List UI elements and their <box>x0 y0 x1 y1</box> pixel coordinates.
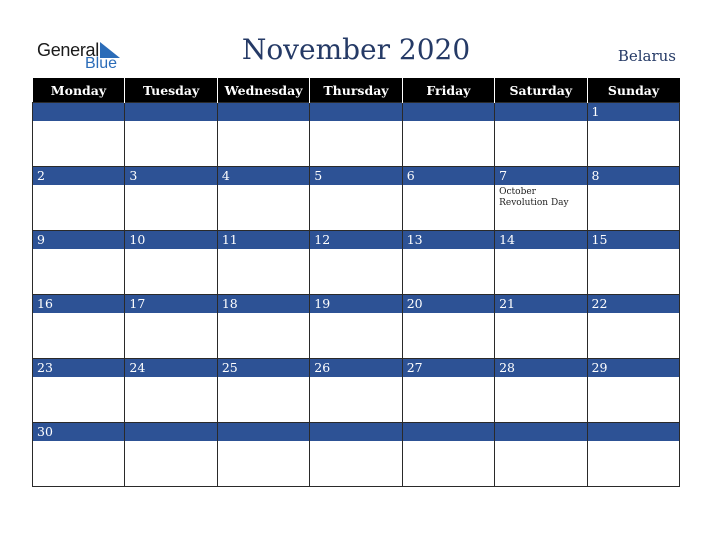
calendar-day-cell[interactable] <box>217 423 309 487</box>
calendar-day-cell[interactable] <box>495 103 587 167</box>
calendar-day-cell[interactable] <box>310 103 402 167</box>
calendar-day-cell[interactable] <box>402 359 494 423</box>
calendar-day-cell[interactable] <box>587 295 679 359</box>
calendar-day-cell[interactable] <box>125 295 217 359</box>
calendar-day-cell[interactable] <box>125 103 217 167</box>
calendar-grid <box>32 78 680 487</box>
weekday-header-row <box>33 78 680 103</box>
day-number: 17 <box>125 295 216 313</box>
calendar-day-cell[interactable] <box>125 231 217 295</box>
day-number: 28 <box>495 359 586 377</box>
day-number: 13 <box>403 231 494 249</box>
day-number <box>403 103 494 121</box>
calendar-day-cell[interactable] <box>587 231 679 295</box>
weekday-friday: Friday <box>402 78 494 103</box>
day-number: 25 <box>218 359 309 377</box>
day-number: 27 <box>403 359 494 377</box>
weekday-monday: Monday <box>33 78 125 103</box>
calendar-day-cell[interactable] <box>125 167 217 231</box>
day-number: 10 <box>125 231 216 249</box>
calendar-day-cell[interactable] <box>495 231 587 295</box>
calendar-day-cell[interactable] <box>587 423 679 487</box>
calendar-week-row <box>33 359 680 423</box>
day-number <box>310 103 401 121</box>
day-number: 7 <box>495 167 586 185</box>
calendar-day-cell[interactable] <box>587 359 679 423</box>
day-number: 21 <box>495 295 586 313</box>
calendar-day-cell[interactable] <box>310 231 402 295</box>
calendar-day-cell[interactable] <box>310 359 402 423</box>
calendar-body <box>33 103 680 487</box>
day-number: 4 <box>218 167 309 185</box>
calendar-day-cell[interactable] <box>310 423 402 487</box>
day-number: 11 <box>218 231 309 249</box>
weekday-saturday: Saturday <box>495 78 587 103</box>
weekday-tuesday: Tuesday <box>125 78 217 103</box>
calendar-day-cell[interactable] <box>33 103 125 167</box>
calendar-week-row <box>33 295 680 359</box>
day-number: 12 <box>310 231 401 249</box>
calendar-day-cell[interactable] <box>587 103 679 167</box>
day-number: 26 <box>310 359 401 377</box>
day-number: 1 <box>588 103 679 121</box>
calendar-day-cell[interactable] <box>402 167 494 231</box>
day-number: 6 <box>403 167 494 185</box>
day-number <box>310 423 401 441</box>
day-number: 22 <box>588 295 679 313</box>
calendar-day-cell[interactable] <box>217 359 309 423</box>
day-number: 20 <box>403 295 494 313</box>
calendar-day-cell[interactable] <box>33 359 125 423</box>
day-number: 24 <box>125 359 216 377</box>
day-number: 9 <box>33 231 124 249</box>
calendar-day-cell[interactable] <box>217 103 309 167</box>
day-number <box>403 423 494 441</box>
calendar-day-cell[interactable] <box>495 423 587 487</box>
calendar-week-row <box>33 423 680 487</box>
calendar-day-cell[interactable] <box>33 167 125 231</box>
day-number: 2 <box>33 167 124 185</box>
weekday-wednesday: Wednesday <box>217 78 309 103</box>
calendar-day-cell[interactable] <box>402 231 494 295</box>
day-number <box>588 423 679 441</box>
day-number <box>125 103 216 121</box>
calendar-day-cell[interactable] <box>402 423 494 487</box>
calendar-day-cell[interactable] <box>495 295 587 359</box>
country-label: Belarus <box>617 47 676 65</box>
day-number: 15 <box>588 231 679 249</box>
calendar-week-row <box>33 103 680 167</box>
page-title: November 2020 <box>241 33 471 66</box>
day-number: 23 <box>33 359 124 377</box>
day-number <box>495 103 586 121</box>
calendar-day-cell[interactable] <box>587 167 679 231</box>
calendar-day-cell[interactable] <box>125 359 217 423</box>
calendar-day-cell[interactable] <box>402 295 494 359</box>
logo-blue-text: Blue <box>85 55 118 72</box>
calendar-day-cell[interactable] <box>217 167 309 231</box>
calendar-day-cell[interactable] <box>33 231 125 295</box>
day-number: 14 <box>495 231 586 249</box>
weekday-thursday: Thursday <box>310 78 402 103</box>
day-number: 19 <box>310 295 401 313</box>
day-number: 30 <box>33 423 124 441</box>
day-number <box>125 423 216 441</box>
day-number <box>218 423 309 441</box>
calendar-day-cell[interactable] <box>125 423 217 487</box>
calendar-day-cell[interactable] <box>217 295 309 359</box>
day-number <box>33 103 124 121</box>
calendar-day-cell[interactable] <box>33 423 125 487</box>
calendar-day-cell[interactable] <box>310 295 402 359</box>
calendar-day-cell[interactable] <box>310 167 402 231</box>
calendar-week-row <box>33 167 680 231</box>
calendar-day-cell[interactable] <box>402 103 494 167</box>
weekday-sunday: Sunday <box>587 78 679 103</box>
logo-general-text: General <box>37 40 99 60</box>
day-number: 18 <box>218 295 309 313</box>
calendar-day-cell[interactable] <box>495 359 587 423</box>
calendar-week-row <box>33 231 680 295</box>
calendar-day-cell[interactable] <box>495 167 587 231</box>
day-number: 29 <box>588 359 679 377</box>
day-number: 5 <box>310 167 401 185</box>
calendar-day-cell[interactable] <box>217 231 309 295</box>
day-number: 16 <box>33 295 124 313</box>
holiday-event: October Revolution Day <box>499 187 569 208</box>
day-number <box>218 103 309 121</box>
calendar-day-cell[interactable] <box>33 295 125 359</box>
day-number <box>495 423 586 441</box>
day-number: 3 <box>125 167 216 185</box>
day-number: 8 <box>588 167 679 185</box>
